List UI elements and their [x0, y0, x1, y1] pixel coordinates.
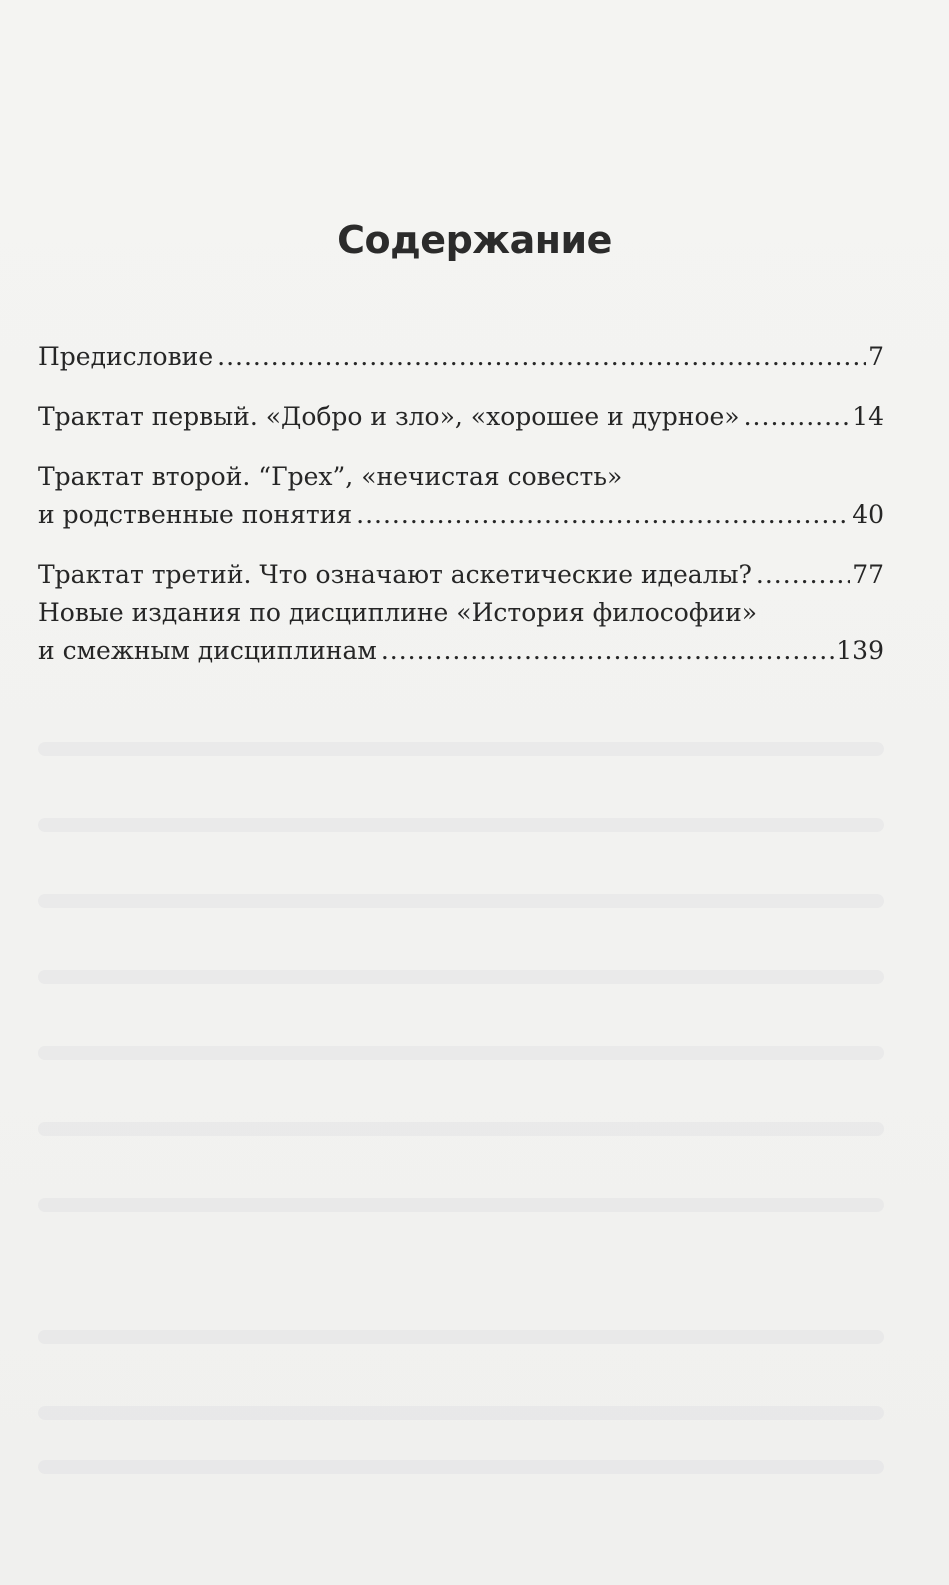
- dot-leader: [744, 398, 851, 436]
- toc-entry-title: и смежным дисциплинам: [38, 636, 377, 665]
- toc-page-number: 139: [836, 636, 884, 665]
- show-through-line: [38, 1406, 884, 1420]
- show-through-line: [38, 894, 884, 908]
- show-through-line: [38, 1330, 884, 1344]
- toc-entry-line: [38, 556, 884, 594]
- show-through-line: [38, 970, 884, 984]
- toc-entry-title-line: Трактат второй. “Грех”, «нечистая совесть»: [38, 462, 623, 491]
- show-through-line: [38, 1198, 884, 1212]
- dot-leader: [381, 632, 834, 670]
- toc-entry[interactable]: [38, 594, 884, 670]
- toc-entry-title: Предисловие: [38, 342, 214, 371]
- toc-entry-title: Трактат третий. Что означают аскетические идеалы?: [38, 560, 752, 589]
- toc-entry-line: [38, 338, 884, 376]
- toc-entry[interactable]: [38, 458, 884, 534]
- toc-entry[interactable]: [38, 338, 884, 376]
- dot-leader: [217, 338, 866, 376]
- toc-page-number: 14: [852, 402, 884, 431]
- show-through-line: [38, 1046, 884, 1060]
- page-title: Содержание: [337, 218, 612, 262]
- table-of-contents: [38, 338, 884, 692]
- show-through-line: [38, 818, 884, 832]
- toc-entry-line: [38, 496, 884, 534]
- toc-entry-line: [38, 632, 884, 670]
- toc-entry[interactable]: [38, 556, 884, 594]
- toc-entry-line: [38, 398, 884, 436]
- dot-leader: [356, 496, 850, 534]
- show-through-line: [38, 1122, 884, 1136]
- toc-entry-title: Трактат первый. «Добро и зло», «хорошее и дурное»: [38, 402, 740, 431]
- toc-page-number: 77: [852, 560, 884, 589]
- toc-entry-title-line: Новые издания по дисциплине «История философии»: [38, 598, 758, 627]
- toc-page-number: 7: [868, 342, 884, 371]
- show-through-line: [38, 742, 884, 756]
- toc-page-number: 40: [852, 500, 884, 529]
- dot-leader: [756, 556, 850, 594]
- show-through-line: [38, 1460, 884, 1474]
- toc-entry-title: и родственные понятия: [38, 500, 353, 529]
- toc-entry[interactable]: [38, 398, 884, 436]
